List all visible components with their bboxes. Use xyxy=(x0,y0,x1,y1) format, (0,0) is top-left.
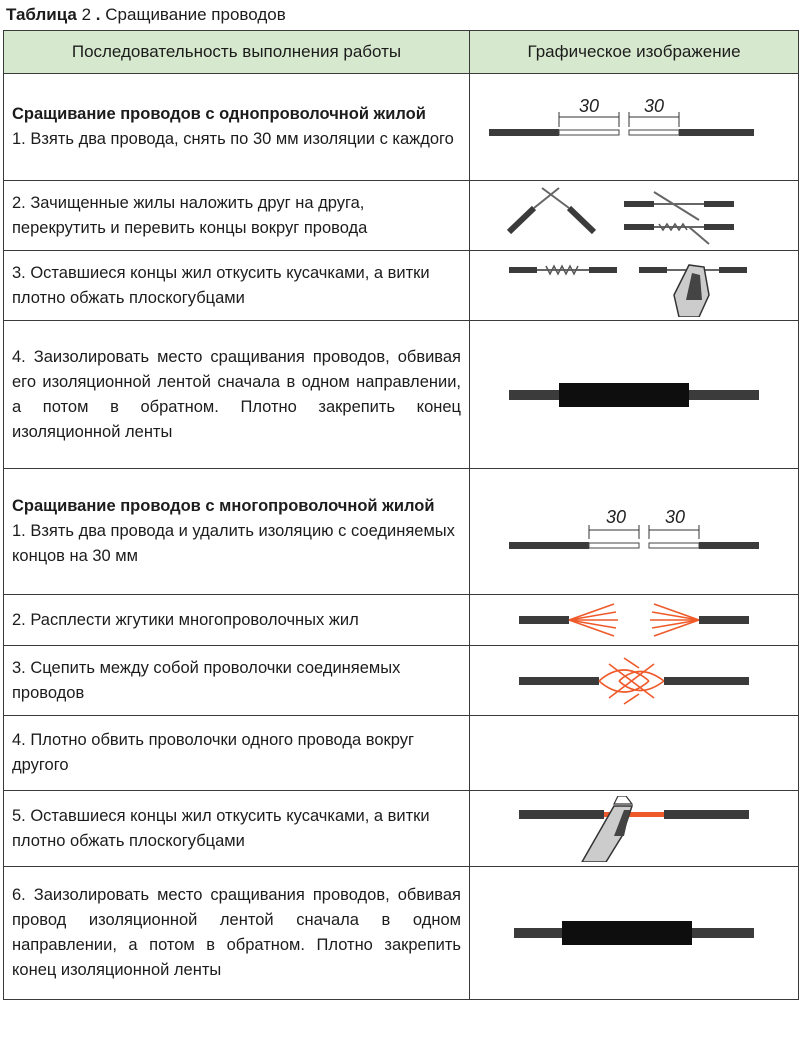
step-cell xyxy=(4,595,470,646)
section-title-solid: Сращивание проводов с однопроволочной жилой xyxy=(12,105,426,123)
image-cell xyxy=(470,716,799,791)
image-cell xyxy=(470,181,799,251)
dim-label-right: 30 xyxy=(643,96,665,116)
step-cell xyxy=(4,251,470,321)
table-row xyxy=(4,646,799,716)
step-text: 4. Заизолировать место сращивания проводов, обвивая его изоляционной лентой сначала в одном направлении, а потом в обратном. Плотно закрепить конец изоляционной ленты xyxy=(12,347,461,441)
step-cell xyxy=(4,791,470,867)
caption-number: 2 xyxy=(81,5,92,24)
stranded-wire-taped-illustration xyxy=(514,913,754,953)
caption-separator: . xyxy=(95,5,101,24)
image-cell xyxy=(470,646,799,716)
step-cell xyxy=(4,646,470,716)
step-text: 5. Оставшиеся концы жил откусить кусачками, а витки плотно обжать плоскогубцами xyxy=(12,806,430,850)
step-cell xyxy=(4,74,470,181)
image-cell xyxy=(470,321,799,469)
table-row xyxy=(4,595,799,646)
image-cell xyxy=(470,595,799,646)
step-cell xyxy=(4,181,470,251)
section-title-stranded: Сращивание проводов с многопроволочной жилой xyxy=(12,497,435,515)
table-row xyxy=(4,716,799,791)
table-row xyxy=(4,867,799,1000)
table-caption xyxy=(6,5,286,25)
table-row xyxy=(4,181,799,251)
image-cell xyxy=(470,251,799,321)
table-header-row xyxy=(4,31,799,74)
caption-label: Таблица xyxy=(6,5,77,24)
caption-title: Сращивание проводов xyxy=(105,5,286,24)
solid-wire-twist-illustration xyxy=(504,184,764,248)
dim-label-left: 30 xyxy=(605,506,627,527)
step-text: 2. Зачищенные жилы наложить друг на друга, перекрутить и перевить концы вокруг провода xyxy=(12,193,368,237)
image-cell xyxy=(470,791,799,867)
stranded-wire-crimp-illustration xyxy=(514,796,754,862)
solid-wire-stripped-illustration xyxy=(489,92,779,162)
stranded-wire-interlock-illustration xyxy=(514,654,754,708)
step-cell xyxy=(4,469,470,595)
step-text: 1. Взять два провода и удалить изоляцию с соединяемых концов на 30 мм xyxy=(12,522,455,565)
step-cell xyxy=(4,867,470,1000)
table-row xyxy=(4,791,799,867)
step-text: 4. Плотно обвить проволочки одного провода вокруг другого xyxy=(12,731,414,774)
solid-wire-taped-illustration xyxy=(509,375,759,415)
table-row xyxy=(4,251,799,321)
step-cell xyxy=(4,716,470,791)
step-cell xyxy=(4,321,470,469)
stranded-wire-stripped-illustration xyxy=(509,497,759,567)
table-row xyxy=(4,74,799,181)
image-cell xyxy=(470,867,799,1000)
image-cell xyxy=(470,74,799,181)
step-text: 1. Взять два провода, снять по 30 мм изоляции с каждого xyxy=(12,130,454,148)
step-text: 3. Оставшиеся концы жил откусить кусачками, а витки плотно обжать плоскогубцами xyxy=(12,263,430,307)
dim-label-right: 30 xyxy=(664,506,686,527)
step-text: 3. Сцепить между собой проволочки соединяемых проводов xyxy=(12,658,401,702)
step-text: 2. Расплести жгутики многопроволочных жил xyxy=(12,610,359,629)
table-row xyxy=(4,469,799,595)
table-row xyxy=(4,321,799,469)
step-text: 6. Заизолировать место сращивания проводов, обвивая провод изоляционной лентой сначала в одном направлении, а потом в обратном. Плотно закрепить конец изоляционной ленты xyxy=(12,886,461,979)
stranded-wire-unbraided-illustration xyxy=(514,600,754,640)
dim-label-left: 30 xyxy=(578,96,600,116)
solid-wire-crimp-illustration xyxy=(504,255,764,317)
image-cell xyxy=(470,469,799,595)
header-graphic: Графическое изображение xyxy=(470,31,799,74)
wire-splicing-table xyxy=(3,30,799,1000)
header-sequence: Последовательность выполнения работы xyxy=(4,31,470,74)
